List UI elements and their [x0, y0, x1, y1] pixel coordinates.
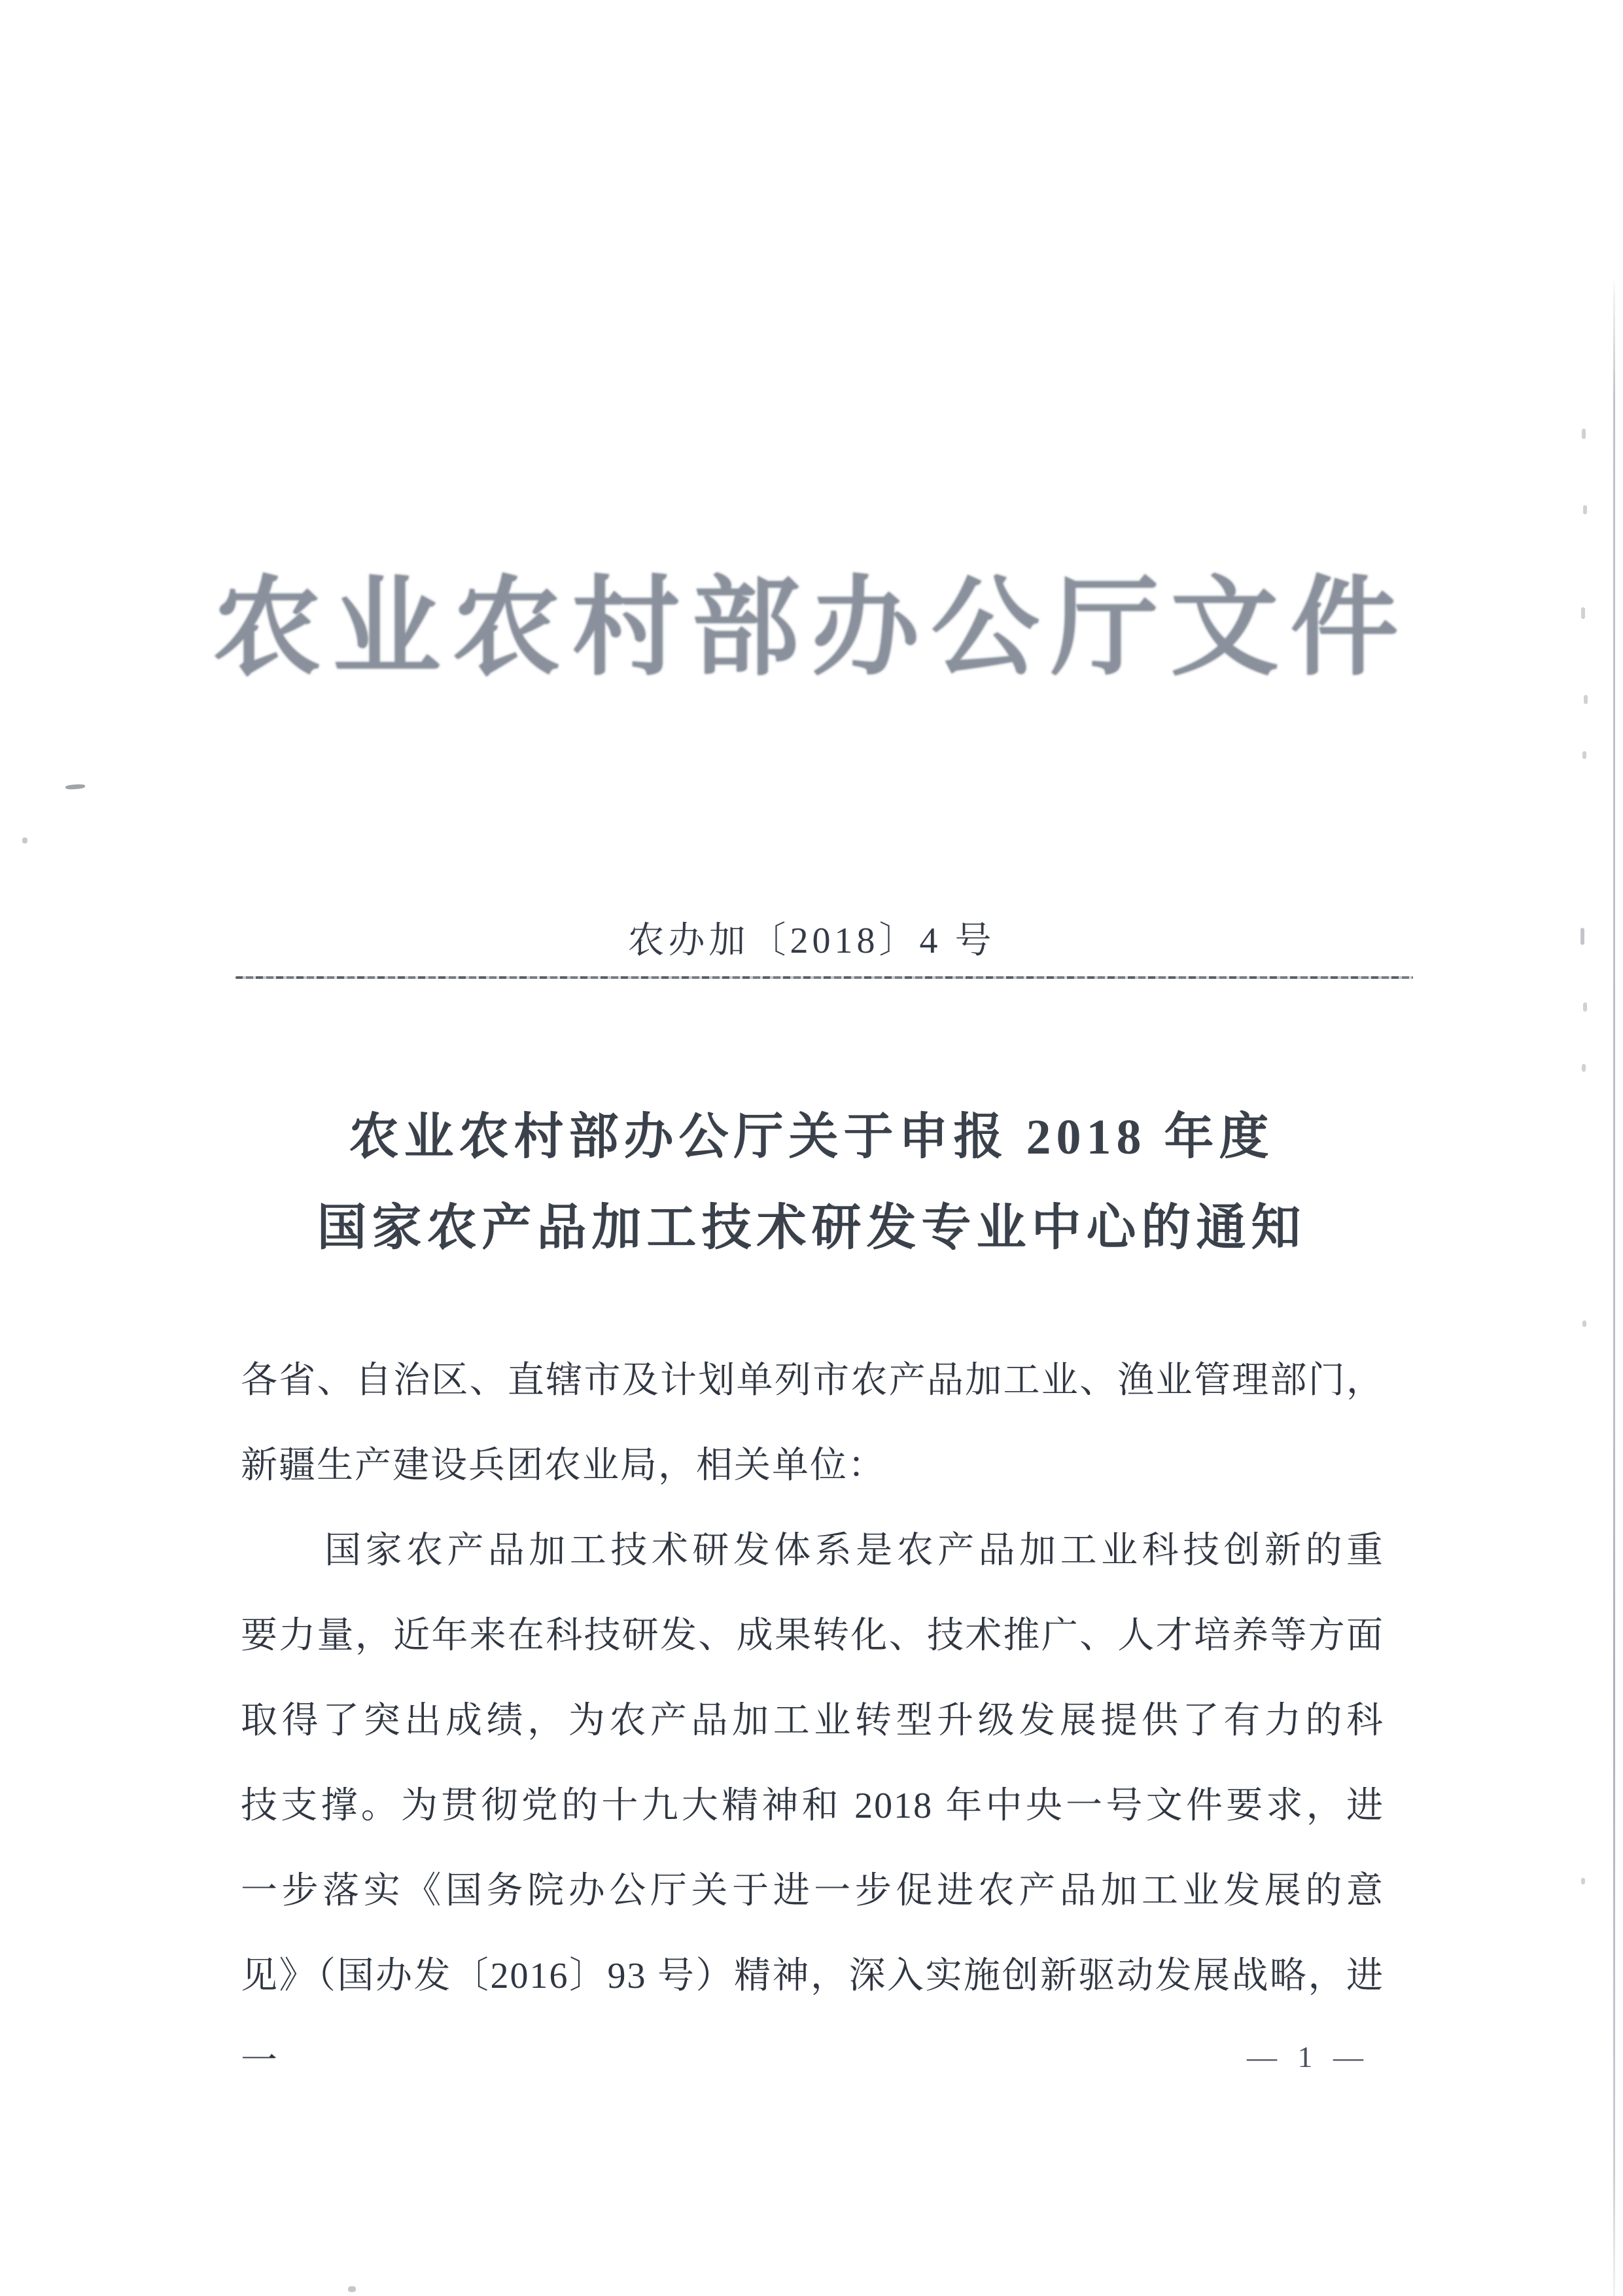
masthead-divider-rule — [236, 976, 1413, 979]
body-line-para-2: 要力量，近年来在科技研发、成果转化、技术推广、人才培养等方面 — [241, 1616, 1384, 1656]
scan-artifact — [22, 838, 27, 843]
body-line-para-5: 一步落实《国务院办公厅关于进一步促进农产品加工业发展的意 — [241, 1871, 1384, 1911]
scan-artifact — [1580, 928, 1584, 945]
notice-title-line1: 农业农村部办公厅关于申报 2018 年度 — [349, 1110, 1274, 1165]
scan-artifact — [1583, 1002, 1587, 1012]
scan-edge-line — [1613, 281, 1615, 2296]
body-line-para-4: 技支撑。为贯彻党的十九大精神和 2018 年中央一号文件要求，进 — [241, 1786, 1384, 1826]
body-line-recipients-2: 新疆生产建设兵团农业局，相关单位： — [241, 1445, 886, 1486]
body-line-para-3: 取得了突出成绩，为农产品加工业转型升级发展提供了有力的科 — [241, 1701, 1384, 1741]
scan-artifact — [1584, 695, 1588, 704]
scan-artifact — [1582, 751, 1586, 759]
document-body — [241, 1338, 1384, 2104]
scan-artifact — [1582, 429, 1586, 439]
scan-artifact — [65, 784, 85, 790]
scan-artifact — [1582, 1064, 1586, 1072]
body-line-para-1: 国家农产品加工技术研发体系是农产品加工业科技创新的重 — [324, 1530, 1384, 1571]
body-line-recipients-1: 各省、自治区、直辖市及计划单列市农产品加工业、渔业管理部门， — [241, 1360, 1384, 1401]
scan-artifact — [1582, 1320, 1586, 1327]
body-line-para-6: 见》（国办发〔2016〕93 号）精神，深入实施创新驱动发展战略，进一 — [241, 1956, 1384, 2081]
notice-title — [0, 1092, 1623, 1274]
scan-artifact — [1581, 607, 1585, 619]
scan-artifact — [1583, 505, 1587, 514]
scan-artifact — [348, 2286, 356, 2292]
page-number: — 1 — — [1247, 2040, 1370, 2074]
agency-masthead-title: 农业农村部办公厅文件 — [213, 569, 1410, 688]
notice-title-line2: 国家农产品加工技术研发专业中心的通知 — [317, 1201, 1306, 1256]
scan-artifact — [1581, 1878, 1585, 1884]
document-number: 农办加〔2018〕4 号 — [627, 921, 996, 961]
